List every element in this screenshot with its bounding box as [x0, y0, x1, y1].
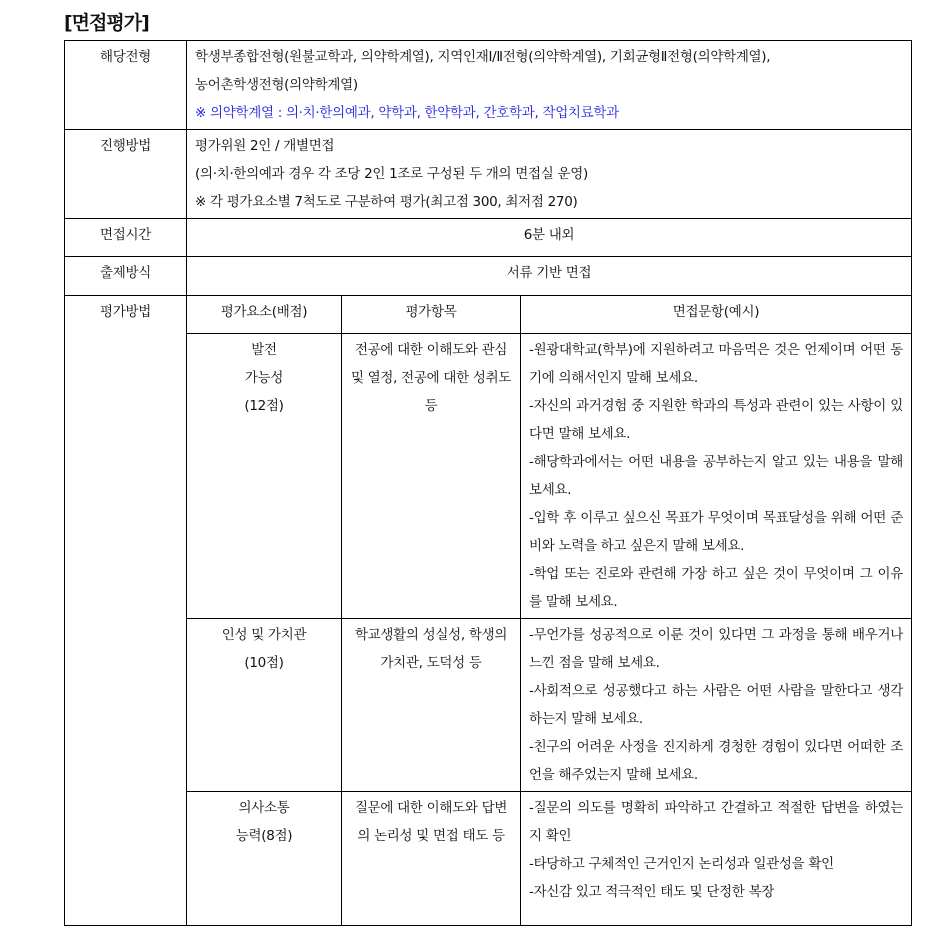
question: -사회적으로 성공했다고 하는 사람은 어떤 사람을 말한다고 생각하는지 말해 보세요. [529, 683, 903, 727]
question: -학업 또는 진로와 관련해 가장 하고 싶은 것이 무엇이며 그 이유를 말해 보세요. [529, 566, 903, 610]
question: -해당학과에서는 어떤 내용을 공부하는지 알고 있는 내용을 말해 보세요. [529, 454, 903, 498]
row-format [65, 257, 912, 296]
row-label: 출제방식 [65, 257, 187, 296]
criteria: 학교생활의 성실성, 학생의 가치관, 도덕성 등 [342, 619, 521, 792]
note-text: ※ 의약학계열 : 의·치·한의예과, 약학과, 한약학과, 간호학과, 작업치료학과 [195, 105, 619, 121]
col-header: 평가요소(배점) [187, 296, 342, 334]
time-value: 6분 내외 [187, 219, 912, 257]
row-label: 해당전형 [65, 41, 187, 130]
question: -무언가를 성공적으로 이룬 것이 있다면 그 과정을 통해 배우거나 느낀 점을 말해 보세요. [529, 627, 903, 671]
interview-table [64, 40, 912, 926]
text-line: 평가위원 2인 / 개별면접 [195, 138, 335, 154]
question: -자신감 있고 적극적인 태도 및 단정한 복장 [529, 884, 775, 900]
element-line: (12점) [244, 398, 284, 414]
row-target [65, 41, 912, 130]
text-line: (의·치·한의예과 경우 각 조당 2인 1조로 구성된 두 개의 면접실 운영) [195, 166, 588, 182]
row-label: 진행방법 [65, 130, 187, 219]
col-header: 면접문항(예시) [521, 296, 912, 334]
eval-row [65, 792, 912, 926]
question: -자신의 과거경험 중 지원한 학과의 특성과 관련이 있는 사항이 있다면 말해 보세요. [529, 398, 903, 442]
element-line: 인성 및 가치관 [221, 627, 307, 643]
text-line: ※ 각 평가요소별 7척도로 구분하여 평가(최고점 300, 최저점 270) [195, 194, 578, 210]
question: -질문의 의도를 명확히 파악하고 간결하고 적절한 답변을 하였는지 확인 [529, 800, 903, 844]
question: -입학 후 이루고 싶으신 목표가 무엇이며 목표달성을 위해 어떤 준비와 노력을 하고 싶은지 말해 보세요. [529, 510, 903, 554]
question: -타당하고 구체적인 근거인지 논리성과 일관성을 확인 [529, 856, 834, 872]
row-label: 평가방법 [65, 296, 187, 926]
criteria: 전공에 대한 이해도와 관심 및 열정, 전공에 대한 성취도 등 [342, 334, 521, 619]
element-line: 의사소통 [238, 800, 290, 816]
text-line: 학생부종합전형(원불교학과, 의약학계열), 지역인재Ⅰ/Ⅱ전형(의약학계열), 기회균형Ⅱ전형(의약학계열), [195, 49, 771, 65]
eval-header-row [65, 296, 912, 334]
element-line: 가능성 [244, 370, 284, 386]
row-label: 면접시간 [65, 219, 187, 257]
eval-row [65, 334, 912, 619]
element-line: (10점) [244, 655, 284, 671]
section-title: [면접평가] [64, 12, 149, 34]
element-line: 능력(8점) [235, 828, 293, 844]
row-process [65, 130, 912, 219]
eval-row [65, 619, 912, 792]
format-value: 서류 기반 면접 [187, 257, 912, 296]
criteria: 질문에 대한 이해도와 답변의 논리성 및 면접 태도 등 [342, 792, 521, 926]
question: -원광대학교(학부)에 지원하려고 마음먹은 것은 언제이며 어떤 동기에 의해서인지 말해 보세요. [529, 342, 903, 386]
question: -친구의 어려운 사정을 진지하게 경청한 경험이 있다면 어떠한 조언을 해주었는지 말해 보세요. [529, 739, 903, 783]
element-line: 발전 [251, 342, 277, 358]
row-time [65, 219, 912, 257]
col-header: 평가항목 [342, 296, 521, 334]
text-line: 농어촌학생전형(의약학계열) [195, 77, 358, 93]
